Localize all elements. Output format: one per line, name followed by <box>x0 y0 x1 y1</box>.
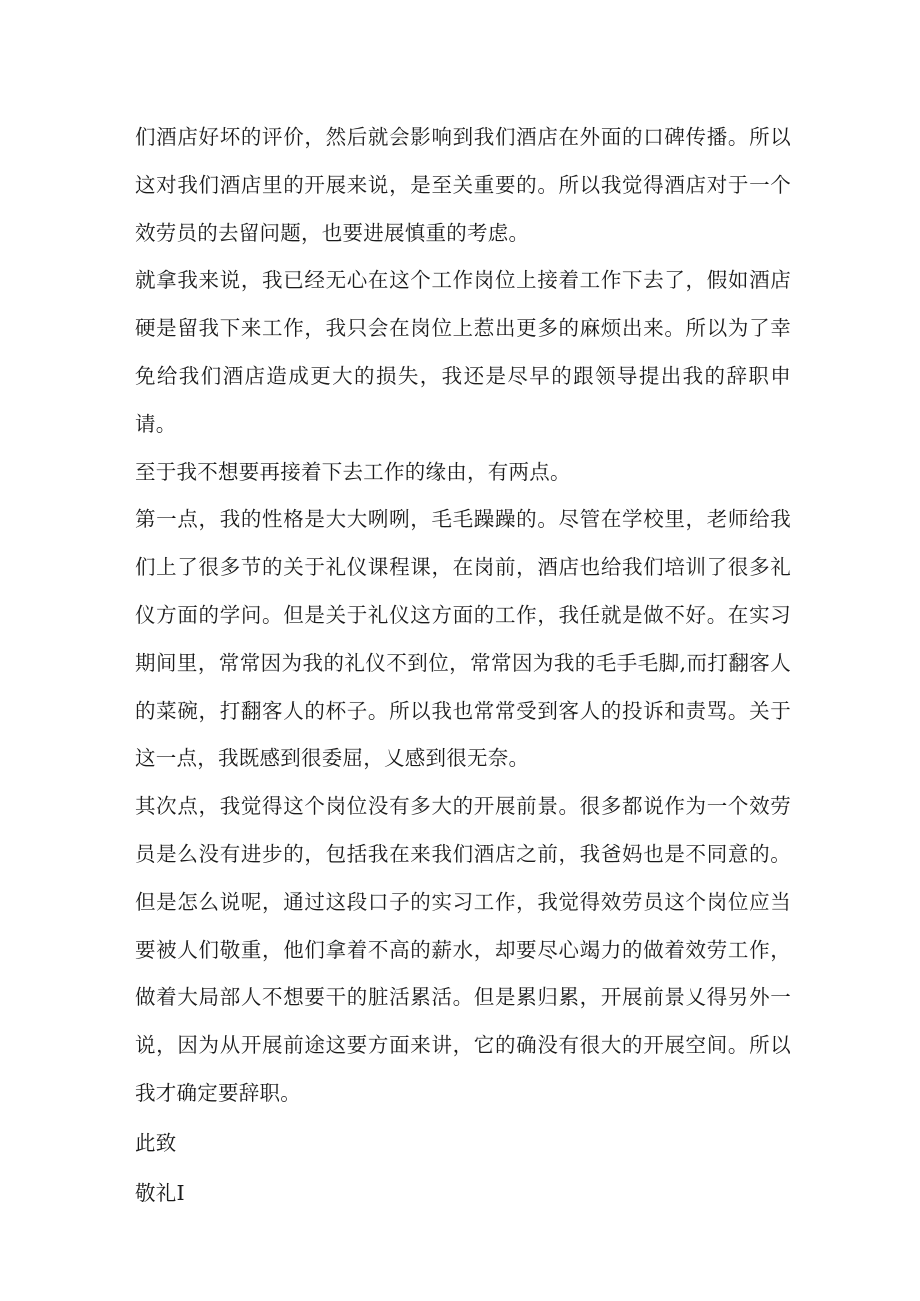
paragraph-hotel-reputation: 们酒店好坏的评价，然后就会影响到我们酒店在外面的口碑传播。所以这对我们酒店里的开展来说，是至关重要的。所以我觉得酒店对于一个效劳员的去留问题，也要进展慎重的考虑。 <box>135 125 791 245</box>
closing-salutation: 此致 <box>135 1130 177 1155</box>
closing-regards: 敬礼I <box>135 1180 185 1205</box>
paragraph-resignation-request: 就拿我来说，我已经无心在这个工作岗位上接着工作下去了，假如酒店硬是留我下来工作，我只会在岗位上惹出更多的麻烦出来。所以为了幸免给我们酒店造成更大的损失，我还是尽早的跟领导提出我的辞职申请。 <box>135 268 791 436</box>
paragraph-first-reason: 第一点，我的性格是大大咧咧，毛毛躁躁的。尽管在学校里，老师给我们上了很多节的关于礼仪课程课，在岗前，酒店也给我们培训了很多礼仪方面的学问。但是关于礼仪这方面的工作，我任就是做不好。在实习期间里，常常因为我的礼仪不到位，常常因为我的毛手毛脚,而打翻客人的菜碗，打翻客人的杯子。所以我也常常受到客人的投诉和责骂。关于这一点，我既感到很委屈，乂感到很无奈。 <box>135 507 791 771</box>
document-body <box>135 114 791 1217</box>
paragraph-second-reason: 其次点，我觉得这个岗位没有多大的开展前景。很多都说作为一个效劳员是么没有进步的，包括我在来我们酒店之前，我爸妈也是不同意的。但是怎么说呢，通过这段口子的实习工作，我觉得效劳员这个岗位应当要被人们敬重，他们拿着不高的薪水，却要尽心竭力的做着效劳工作，做着大局部人不想要干的脏活累活。但是累归累，开展前景乂得另外一说，因为从开展前途这要方面来讲，它的确没有很大的开展空间。所以我才确定要辞职。 <box>135 794 791 1105</box>
paragraph-two-reasons: 至于我不想要再接着下去工作的缘由，有两点。 <box>135 459 571 484</box>
